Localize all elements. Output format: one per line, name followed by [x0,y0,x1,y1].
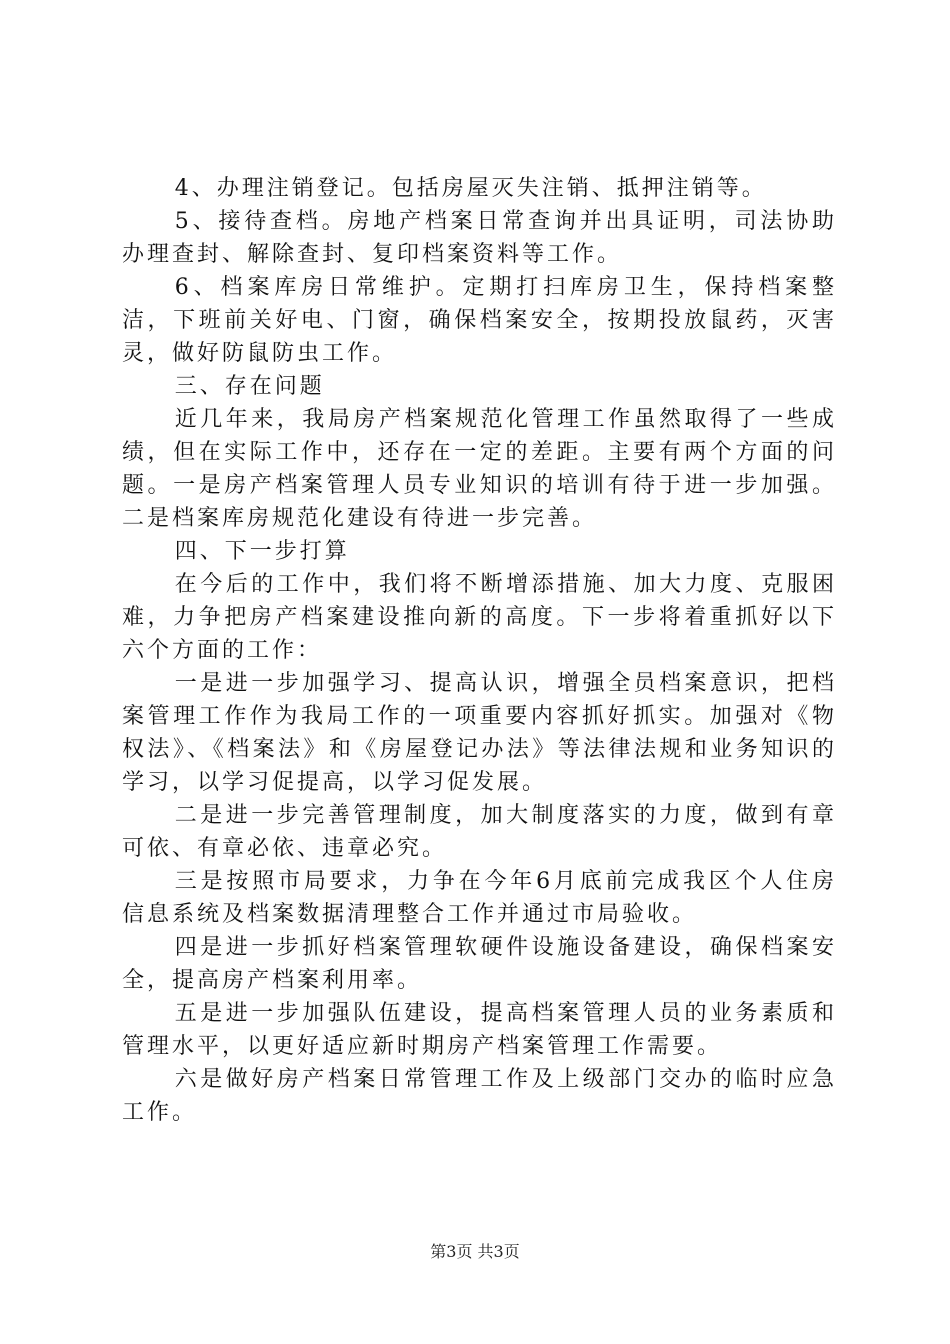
document-body [122,172,837,1129]
page-number-footer: 第3页 共3页 [430,1242,520,1261]
paragraph-next-steps-intro: 在今后的工作中，我们将不断增添措施、加大力度、克服困难，力争把房产档案建设推向新的高度。下一步将着重抓好以下六个方面的工作： [122,572,837,663]
paragraph-archive-inquiry: 5、接待查档。房地产档案日常查询并出具证明，司法协助办理查封、解除查封、复印档案资料等工作。 [122,209,837,267]
paragraph-plan-five: 五是进一步加强队伍建设，提高档案管理人员的业务素质和管理水平，以更好适应新时期房产档案管理工作需要。 [122,1001,837,1059]
paragraph-plan-three: 三是按照市局要求，力争在今年6月底前完成我区个人住房信息系统及档案数据清理整合工作并通过市局验收。 [122,869,837,927]
paragraph-plan-four: 四是进一步抓好档案管理软硬件设施设备建设，确保档案安全，提高房产档案利用率。 [122,935,837,993]
paragraph-plan-two: 二是进一步完善管理制度，加大制度落实的力度，做到有章可依、有章必依、违章必究。 [122,803,837,861]
paragraph-problems: 近几年来，我局房产档案规范化管理工作虽然取得了一些成绩，但在实际工作中，还存在一定的差距。主要有两个方面的问题。一是房产档案管理人员专业知识的培训有待于进一步加强。二是档案库房规范化建设有待进一步完善。 [122,407,837,531]
paragraph-archive-maintenance: 6、档案库房日常维护。定期打扫库房卫生，保持档案整洁，下班前关好电、门窗，确保档案安全，按期投放鼠药，灭害灵，做好防鼠防虫工作。 [122,275,837,366]
section-heading-existing-problems: 三、存在问题 [174,374,325,399]
paragraph-plan-six: 六是做好房产档案日常管理工作及上级部门交办的临时应急工作。 [122,1067,837,1125]
section-heading-next-steps: 四、下一步打算 [174,539,350,564]
paragraph-plan-one: 一是进一步加强学习、提高认识，增强全员档案意识，把档案管理工作作为我局工作的一项重要内容抓好抓实。加强对《物权法》、《档案法》和《房屋登记办法》等法律法规和业务知识的学习，以学习促提高，以学习促发展。 [122,671,837,795]
paragraph-cancellation-registration: 4、办理注销登记。包括房屋灭失注销、抵押注销等。 [174,176,767,201]
